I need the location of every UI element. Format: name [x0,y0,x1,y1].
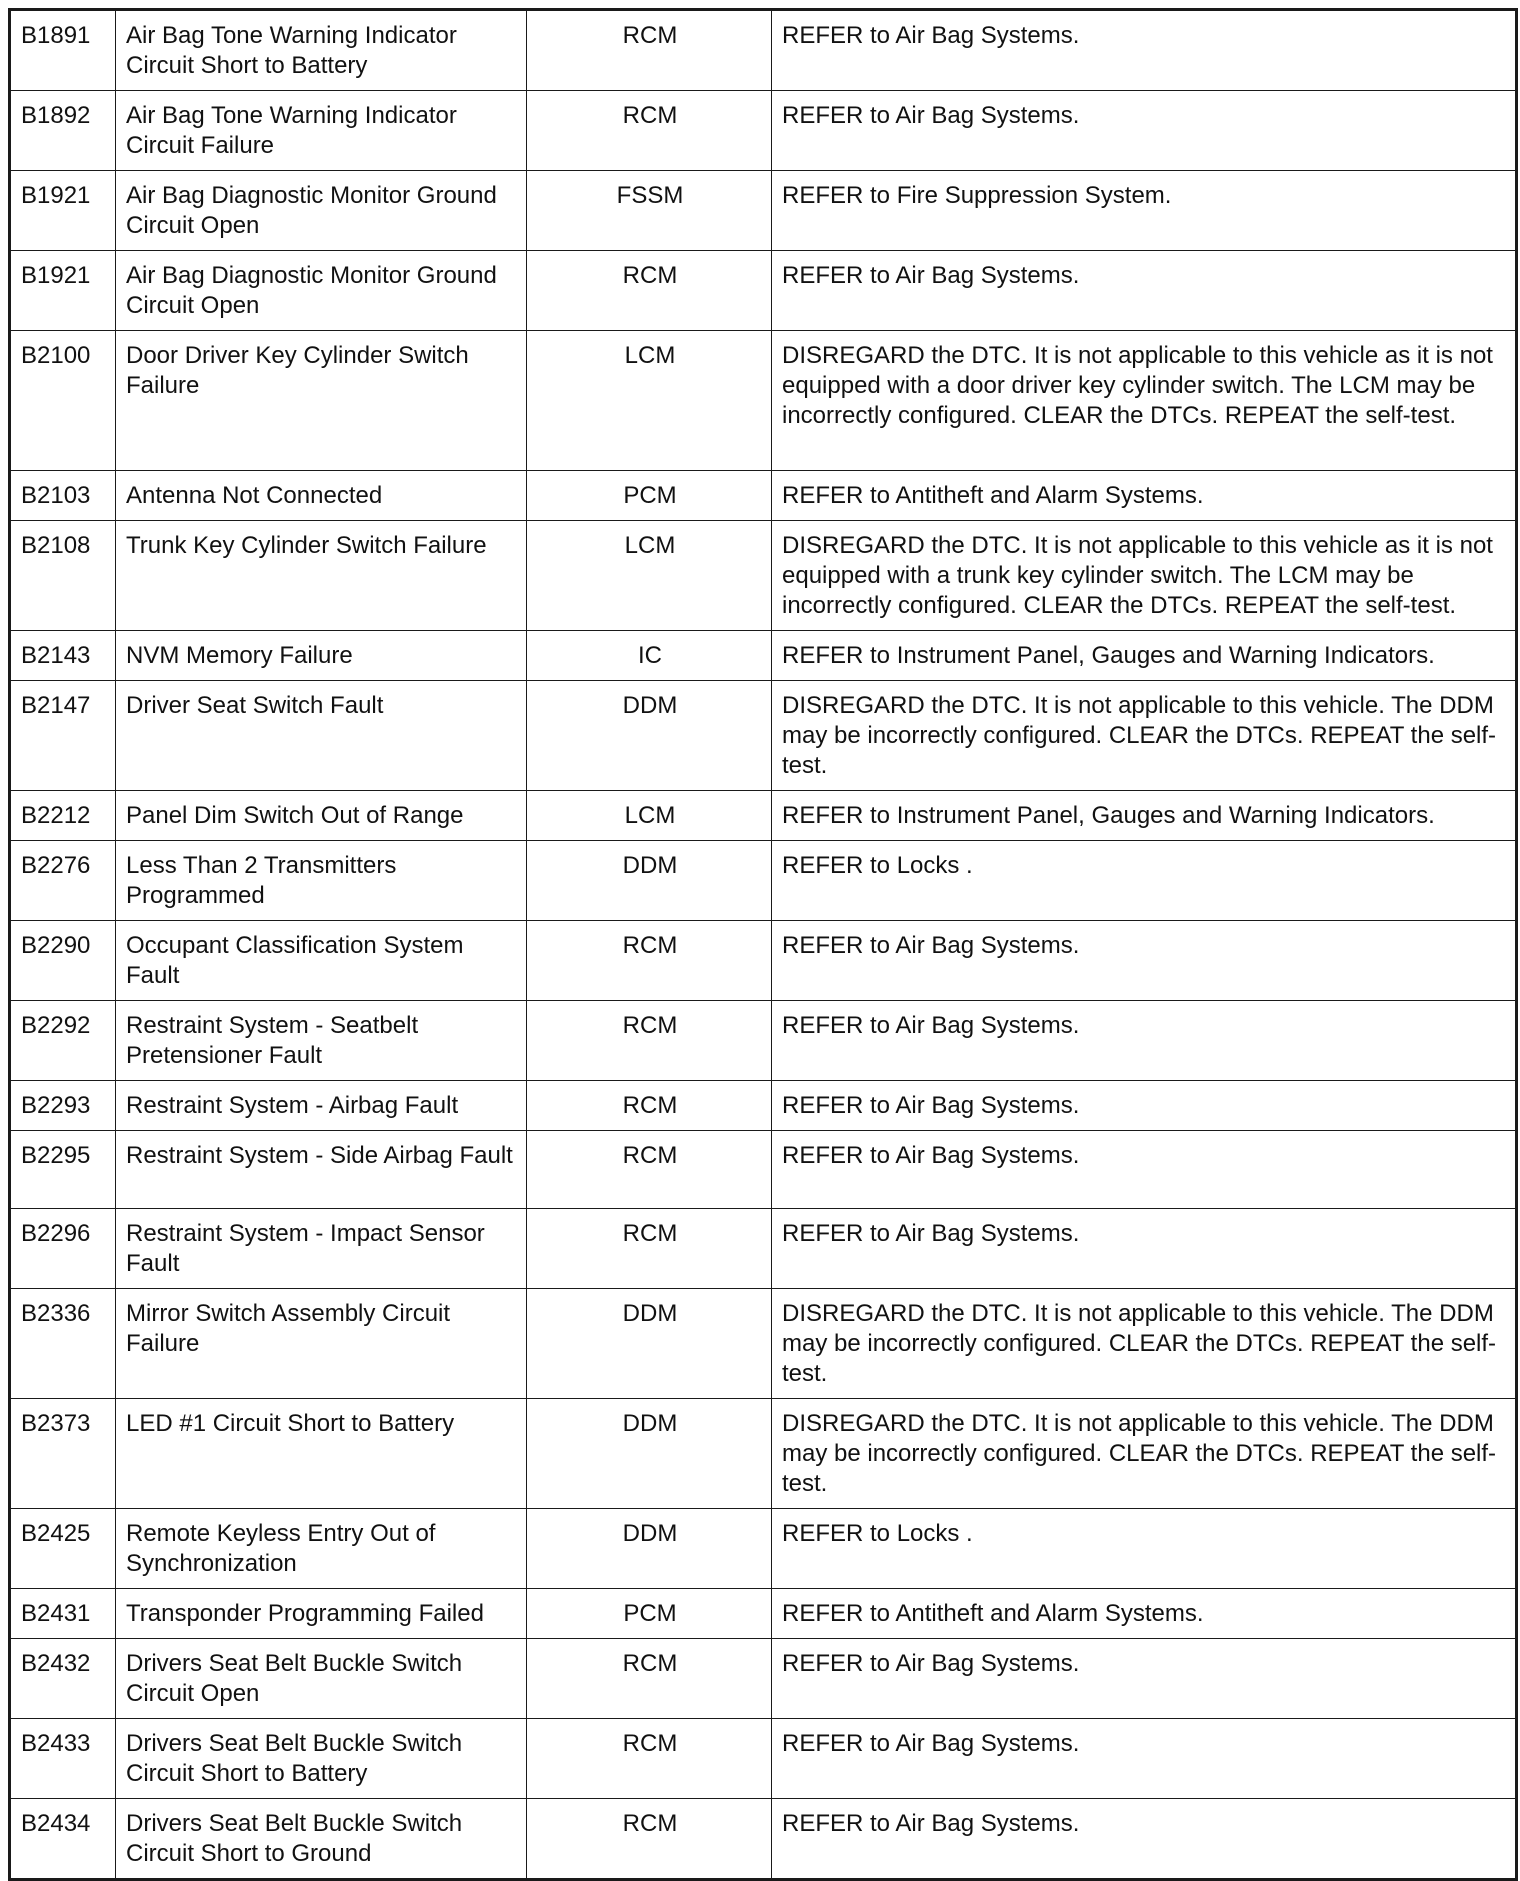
table-row [10,1209,1517,1289]
dtc-action: REFER to Air Bag Systems. [772,1719,1517,1799]
dtc-action: REFER to Air Bag Systems. [772,251,1517,331]
dtc-module: RCM [527,1719,772,1799]
dtc-code: B2108 [10,521,116,631]
dtc-action: DISREGARD the DTC. It is not applicable to this vehicle. The DDM may be incorrectly configured. CLEAR the DTCs. REPEAT the self-test. [772,1289,1517,1399]
dtc-module: FSSM [527,171,772,251]
dtc-description: Drivers Seat Belt Buckle Switch Circuit Short to Battery [116,1719,527,1799]
table-row [10,1081,1517,1131]
dtc-description: Restraint System - Airbag Fault [116,1081,527,1131]
dtc-action: DISREGARD the DTC. It is not applicable to this vehicle. The DDM may be incorrectly configured. CLEAR the DTCs. REPEAT the self-test. [772,681,1517,791]
dtc-code: B2431 [10,1589,116,1639]
table-row [10,1399,1517,1509]
dtc-module: DDM [527,1399,772,1509]
dtc-description: Door Driver Key Cylinder Switch Failure [116,331,527,471]
dtc-table-body [10,10,1517,1880]
dtc-description: Drivers Seat Belt Buckle Switch Circuit Open [116,1639,527,1719]
dtc-action: REFER to Locks . [772,1509,1517,1589]
dtc-code: B2103 [10,471,116,521]
table-row [10,1639,1517,1719]
dtc-module: RCM [527,1639,772,1719]
dtc-description: Restraint System - Side Airbag Fault [116,1131,527,1209]
dtc-code: B2100 [10,331,116,471]
table-row [10,1719,1517,1799]
dtc-module: RCM [527,921,772,1001]
dtc-action: DISREGARD the DTC. It is not applicable to this vehicle as it is not equipped with a trunk key cylinder switch. The LCM may be incorrectly configured. CLEAR the DTCs. REPEAT the self-test. [772,521,1517,631]
dtc-action: REFER to Antitheft and Alarm Systems. [772,1589,1517,1639]
dtc-code: B1892 [10,91,116,171]
dtc-action: REFER to Instrument Panel, Gauges and Warning Indicators. [772,791,1517,841]
dtc-code: B2143 [10,631,116,681]
dtc-action: REFER to Air Bag Systems. [772,1639,1517,1719]
dtc-action: REFER to Air Bag Systems. [772,1131,1517,1209]
dtc-module: RCM [527,251,772,331]
dtc-code: B2295 [10,1131,116,1209]
dtc-code: B2292 [10,1001,116,1081]
dtc-module: DDM [527,841,772,921]
dtc-description: Trunk Key Cylinder Switch Failure [116,521,527,631]
dtc-action: DISREGARD the DTC. It is not applicable to this vehicle as it is not equipped with a door driver key cylinder switch. The LCM may be incorrectly configured. CLEAR the DTCs. REPEAT the self-test. [772,331,1517,471]
dtc-description: Air Bag Diagnostic Monitor Ground Circuit Open [116,251,527,331]
dtc-code: B2434 [10,1799,116,1880]
table-row [10,91,1517,171]
dtc-module: LCM [527,521,772,631]
dtc-code: B2293 [10,1081,116,1131]
dtc-description: Mirror Switch Assembly Circuit Failure [116,1289,527,1399]
table-row [10,1131,1517,1209]
dtc-module: RCM [527,91,772,171]
dtc-module: RCM [527,10,772,91]
dtc-module: RCM [527,1131,772,1209]
dtc-code: B2212 [10,791,116,841]
dtc-action: REFER to Air Bag Systems. [772,91,1517,171]
table-row [10,1001,1517,1081]
table-row [10,841,1517,921]
table-row [10,10,1517,91]
dtc-description: LED #1 Circuit Short to Battery [116,1399,527,1509]
dtc-description: Transponder Programming Failed [116,1589,527,1639]
table-row [10,521,1517,631]
dtc-module: IC [527,631,772,681]
dtc-module: DDM [527,681,772,791]
dtc-module: RCM [527,1799,772,1880]
dtc-action: REFER to Antitheft and Alarm Systems. [772,471,1517,521]
dtc-description: Driver Seat Switch Fault [116,681,527,791]
dtc-code: B1891 [10,10,116,91]
table-row [10,331,1517,471]
dtc-code: B2147 [10,681,116,791]
dtc-module: RCM [527,1081,772,1131]
dtc-description: Air Bag Tone Warning Indicator Circuit Short to Battery [116,10,527,91]
dtc-table [8,8,1518,1881]
dtc-module: DDM [527,1289,772,1399]
dtc-description: Remote Keyless Entry Out of Synchronization [116,1509,527,1589]
dtc-description: Less Than 2 Transmitters Programmed [116,841,527,921]
dtc-description: Restraint System - Impact Sensor Fault [116,1209,527,1289]
dtc-code: B2336 [10,1289,116,1399]
dtc-code: B2290 [10,921,116,1001]
dtc-code: B2425 [10,1509,116,1589]
dtc-module: RCM [527,1209,772,1289]
dtc-description: Drivers Seat Belt Buckle Switch Circuit Short to Ground [116,1799,527,1880]
table-row [10,1589,1517,1639]
document-page [6,6,1514,1867]
dtc-code: B2276 [10,841,116,921]
table-row [10,1509,1517,1589]
dtc-module: LCM [527,791,772,841]
table-row [10,171,1517,251]
dtc-action: REFER to Air Bag Systems. [772,1209,1517,1289]
dtc-code: B2432 [10,1639,116,1719]
dtc-action: DISREGARD the DTC. It is not applicable to this vehicle. The DDM may be incorrectly configured. CLEAR the DTCs. REPEAT the self-test. [772,1399,1517,1509]
dtc-module: PCM [527,471,772,521]
dtc-description: Antenna Not Connected [116,471,527,521]
table-row [10,921,1517,1001]
dtc-code: B2433 [10,1719,116,1799]
dtc-description: Air Bag Tone Warning Indicator Circuit Failure [116,91,527,171]
table-row [10,791,1517,841]
dtc-module: DDM [527,1509,772,1589]
dtc-action: REFER to Air Bag Systems. [772,10,1517,91]
dtc-action: REFER to Air Bag Systems. [772,1001,1517,1081]
dtc-code: B2296 [10,1209,116,1289]
dtc-action: REFER to Fire Suppression System. [772,171,1517,251]
table-row [10,681,1517,791]
dtc-code: B1921 [10,251,116,331]
dtc-action: REFER to Air Bag Systems. [772,921,1517,1001]
table-row [10,631,1517,681]
dtc-action: REFER to Air Bag Systems. [772,1799,1517,1880]
dtc-description: Panel Dim Switch Out of Range [116,791,527,841]
dtc-description: Restraint System - Seatbelt Pretensioner Fault [116,1001,527,1081]
table-row [10,251,1517,331]
dtc-action: REFER to Air Bag Systems. [772,1081,1517,1131]
dtc-action: REFER to Instrument Panel, Gauges and Warning Indicators. [772,631,1517,681]
dtc-code: B1921 [10,171,116,251]
dtc-module: RCM [527,1001,772,1081]
table-row [10,471,1517,521]
table-row [10,1289,1517,1399]
table-row [10,1799,1517,1880]
dtc-code: B2373 [10,1399,116,1509]
dtc-module: PCM [527,1589,772,1639]
dtc-action: REFER to Locks . [772,841,1517,921]
dtc-description: Air Bag Diagnostic Monitor Ground Circuit Open [116,171,527,251]
dtc-module: LCM [527,331,772,471]
dtc-description: Occupant Classification System Fault [116,921,527,1001]
dtc-description: NVM Memory Failure [116,631,527,681]
